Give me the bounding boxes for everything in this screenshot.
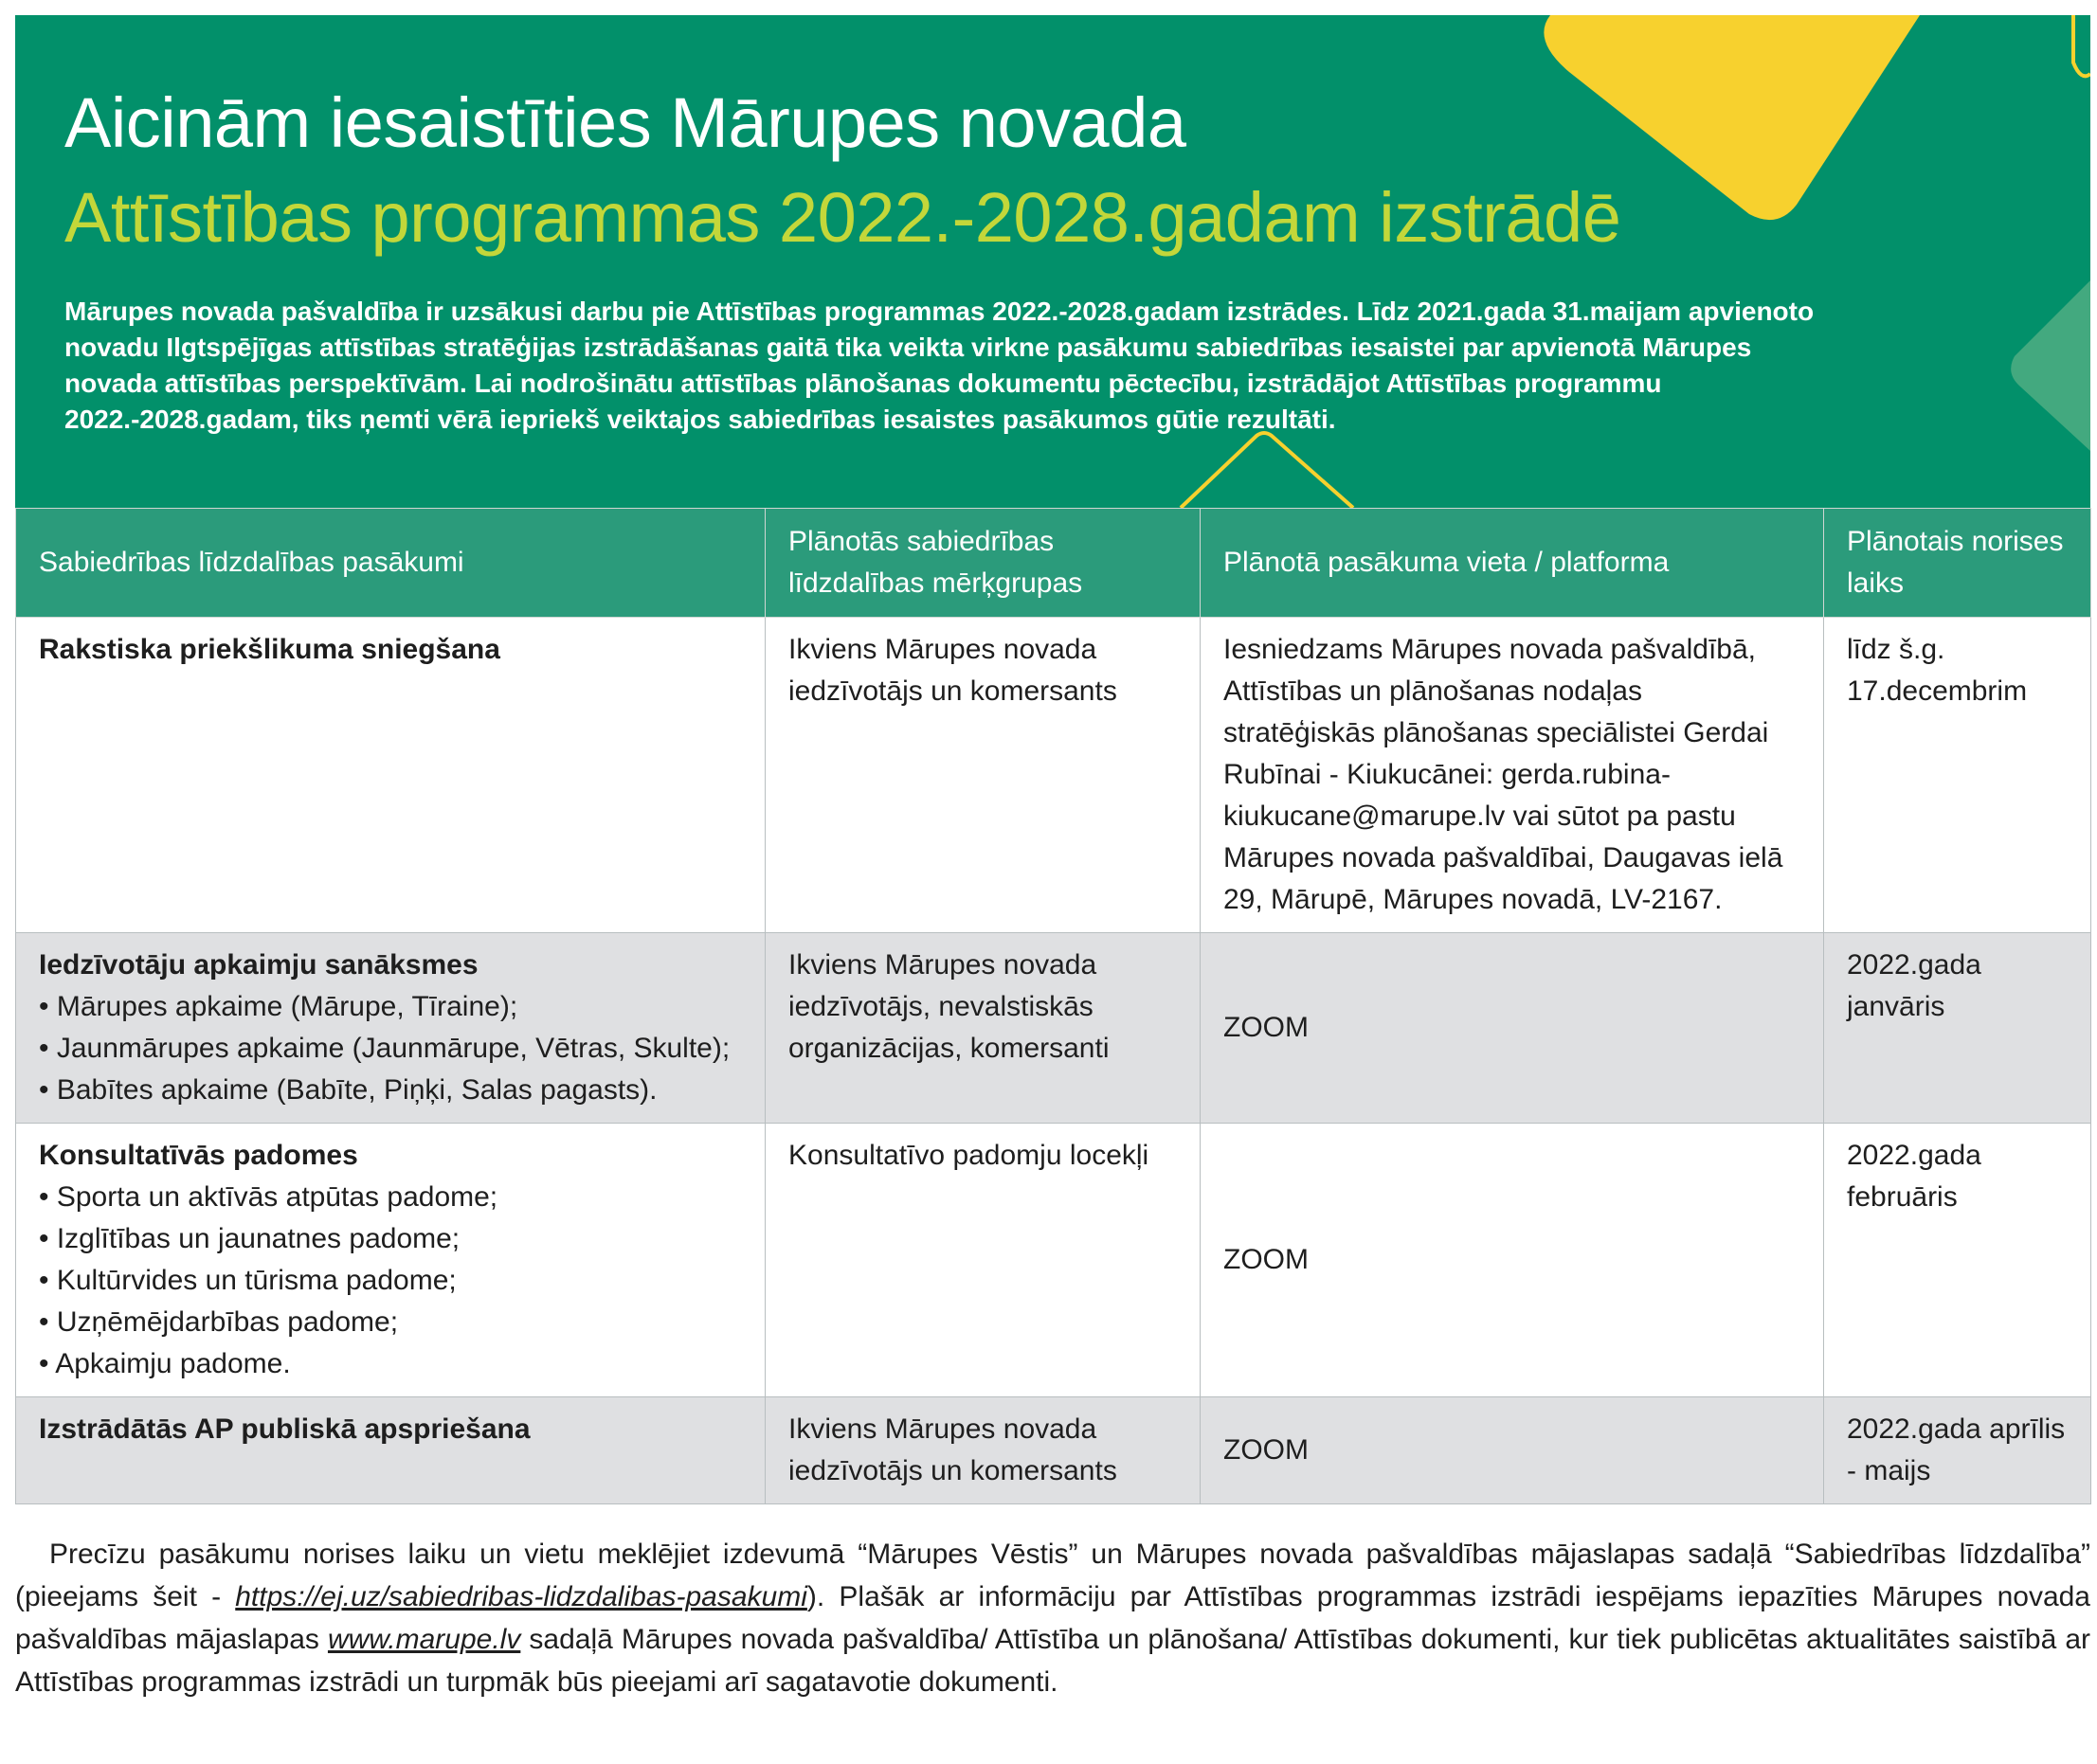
yellow-outline-triangle bbox=[1181, 433, 1353, 508]
event-bullet-list bbox=[39, 1177, 742, 1385]
time-cell: līdz š.g. 17.decembrim bbox=[1824, 618, 2091, 933]
event-cell bbox=[16, 618, 766, 933]
yellow-outline-shape bbox=[2073, 15, 2090, 76]
sabiedribas-lidzdaliba-link[interactable]: https://ej.uz/sabiedribas-lidzdalibas-pasakumi bbox=[235, 1581, 807, 1612]
event-title: Izstrādātās AP publiskā apspriešana bbox=[39, 1413, 531, 1445]
event-cell bbox=[16, 1397, 766, 1504]
table-row bbox=[16, 618, 2091, 933]
event-title: Iedzīvotāju apkaimju sanāksmes bbox=[39, 949, 479, 981]
event-cell bbox=[16, 1124, 766, 1397]
list-item: • Izglītības un jaunatnes padome; bbox=[39, 1218, 742, 1260]
header-banner bbox=[15, 15, 2090, 508]
table-row bbox=[16, 1397, 2091, 1504]
list-item: • Sporta un aktīvās atpūtas padome; bbox=[39, 1177, 742, 1218]
footer-paragraph bbox=[15, 1533, 2090, 1703]
table-row bbox=[16, 933, 2091, 1124]
banner-title-line1: Aicinām iesaistīties Mārupes novada bbox=[64, 83, 1186, 162]
table-header-row bbox=[16, 509, 2091, 618]
place-cell: Iesniedzams Mārupes novada pašvaldībā, Attīstības un plānošanas nodaļas stratēģiskās plānošanas speciālistei Gerdai Rubīnai - Kiukucānei: gerda.rubina-kiukucane@marupe.lv vai sūtot pa pastu Mārupes novada pašvaldībai, Daugavas ielā 29, Mārupē, Mārupes novadā, LV-2167. bbox=[1201, 618, 1824, 933]
time-cell: 2022.gada aprīlis - maijs bbox=[1824, 1397, 2091, 1504]
header-time: Plānotais norises laiks bbox=[1824, 509, 2091, 618]
place-cell: ZOOM bbox=[1201, 933, 1824, 1124]
list-item: • Babītes apkaime (Babīte, Piņķi, Salas pagasts). bbox=[39, 1070, 742, 1111]
marupe-website-link[interactable]: www.marupe.lv bbox=[327, 1624, 521, 1655]
footer-text-part1: Precīzu pasākumu norises laiku un vietu meklējiet izdevumā “Mārupes Vēstis” un Mārupes novada pašvaldības mājaslapas sadaļā “Sabiedrības līdzdalība” (pieejams šeit - bbox=[15, 1539, 2090, 1612]
event-title: Rakstiska priekšlikuma sniegšana bbox=[39, 634, 500, 665]
events-table bbox=[15, 508, 2091, 1504]
footer-text-part3: sadaļā Mārupes novada pašvaldība/ Attīstība un plānošana/ Attīstības dokumenti, kur tiek publicētas aktualitātes saistībā ar Attīstības programmas izstrādi un turpmāk būs pieejami arī sagatavotie dokumenti. bbox=[15, 1624, 2090, 1698]
event-cell bbox=[16, 933, 766, 1124]
time-cell: 2022.gada februāris bbox=[1824, 1124, 2091, 1397]
header-place: Plānotā pasākuma vieta / platforma bbox=[1201, 509, 1824, 618]
groups-cell: Ikviens Mārupes novada iedzīvotājs un komersants bbox=[766, 1397, 1201, 1504]
banner-title-line2: Attīstības programmas 2022.-2028.gadam izstrādē bbox=[64, 178, 1621, 257]
table-row bbox=[16, 1124, 2091, 1397]
groups-cell: Konsultatīvo padomju locekļi bbox=[766, 1124, 1201, 1397]
header-events: Sabiedrības līdzdalības pasākumi bbox=[16, 509, 766, 618]
footer-text-part2: ). Plašāk ar informāciju par Attīstības programmas izstrādi iespējams iepazīties Mārupes novada pašvaldības mājaslapas bbox=[15, 1581, 2090, 1655]
list-item: • Jaunmārupes apkaime (Jaunmārupe, Vētras, Skulte); bbox=[39, 1028, 742, 1070]
header-target-groups: Plānotās sabiedrības līdzdalības mērķgrupas bbox=[766, 509, 1201, 618]
list-item: • Kultūrvides un tūrisma padome; bbox=[39, 1260, 742, 1302]
time-cell: 2022.gada janvāris bbox=[1824, 933, 2091, 1124]
place-cell: ZOOM bbox=[1201, 1397, 1824, 1504]
event-title: Konsultatīvās padomes bbox=[39, 1140, 358, 1171]
groups-cell: Ikviens Mārupes novada iedzīvotājs, nevalstiskās organizācijas, komersanti bbox=[766, 933, 1201, 1124]
list-item: • Uzņēmējdarbības padome; bbox=[39, 1302, 742, 1343]
list-item: • Mārupes apkaime (Mārupe, Tīraine); bbox=[39, 986, 742, 1028]
banner-intro-text: Mārupes novada pašvaldība ir uzsākusi darbu pie Attīstības programmas 2022.-2028.gadam izstrādes. Līdz 2021.gada 31.maijam apvienoto novadu Ilgtspējīgas attīstības stratēģijas izstrādāšanas gaitā tika veikta virkne pasākumu sabiedrības iesaistei par apvienotā Mārupes novada attīstības perspektīvām. Lai nodrošinātu attīstības plānošanas dokumentu pēctecību, izstrādājot Attīstības programmu 2022.-2028.gadam, tiks ņemti vērā iepriekš veiktajos sabiedrības iesaistes pasākumos gūtie rezultāti. bbox=[64, 297, 1815, 434]
list-item: • Apkaimju padome. bbox=[39, 1343, 742, 1385]
place-cell: ZOOM bbox=[1201, 1124, 1824, 1397]
groups-cell: Ikviens Mārupes novada iedzīvotājs un komersants bbox=[766, 618, 1201, 933]
light-green-shape bbox=[2011, 280, 2090, 451]
event-bullet-list bbox=[39, 986, 742, 1111]
